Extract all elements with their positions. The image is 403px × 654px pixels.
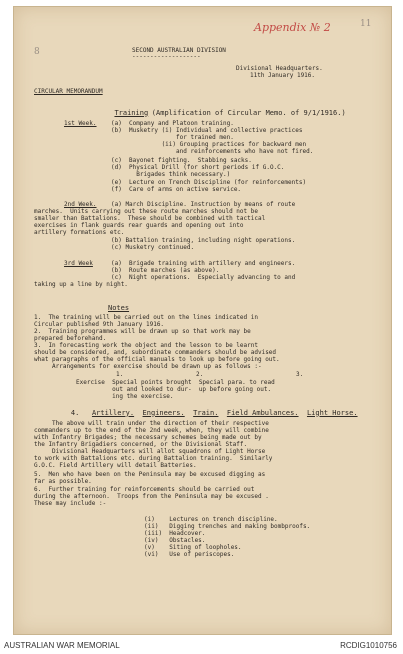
week1-line: Brigades think necessary.) (111, 171, 231, 178)
list-item: (v) Siting of loopholes. (144, 544, 242, 551)
notes-line: what paragraphs of the official manuals to look up before going out. (34, 356, 280, 363)
list-item: (iii) Headcover. (144, 530, 206, 537)
week3-label: 3rd Week (64, 260, 93, 267)
week2-item: (c) Musketry continued. (111, 244, 195, 251)
list-item: (ii) Digging trenches and making bombproofs. (144, 523, 311, 530)
appendix-annotation: Appendix № 2 (254, 21, 331, 34)
notes-line: 3. In forecasting work the object and the lesson to be learnt (34, 342, 258, 349)
item4-number: 4. (70, 408, 80, 417)
notes-line: Circular published 9th January 1916. (34, 321, 165, 328)
memo-title: CIRCULAR MEMORANDUM (34, 88, 103, 95)
para-line: These may include :- (34, 500, 107, 507)
week1-line: (e) Lecture on Trench Discipline (for reinforcements) (111, 179, 307, 186)
week1-line: (ii) Grouping practices for backward men (111, 141, 307, 148)
notes-line: 1. The training will be carried out on the lines indicated in (34, 314, 258, 321)
title-underline: ------------------- (132, 53, 201, 60)
week3-line: (c) Night operations. Especially advancing to and (111, 274, 296, 281)
headquarters: Divisional Headquarters. (236, 65, 323, 72)
training-subtitle: (Amplification of Circular Memo. of 9/1/1916.) (151, 108, 346, 117)
para-line: the Infantry Brigadiers concerned, or the Divisional Staff. (34, 441, 248, 448)
para-line: G.O.C. Field Artillery will detail Batteries. (34, 462, 197, 469)
week3-line: (a) Brigade training with artillery and engineers. (111, 260, 296, 267)
column-line: out and looked to dur- up before going out. (76, 386, 272, 393)
column-line: ing the exercise. (76, 393, 174, 400)
week2-label: 2nd Week. (64, 201, 97, 208)
list-item: (vi) Use of periscopes. (144, 551, 235, 558)
week2-item: (b) Battalion training, including night operations. (111, 237, 296, 244)
para-line: Divisional Headquarters will allot squadrons of Light Horse (34, 448, 266, 455)
item4-unit: Train. (193, 408, 219, 417)
column-number: 3. (296, 371, 304, 378)
item4-unit: Artillery. (91, 408, 135, 417)
week2-line: artillery formations etc. (34, 229, 125, 236)
list-item: (i) Lectures on trench discipline. (144, 516, 278, 523)
page-number-annotation: 11 (360, 19, 372, 29)
para-line: to work with Battalions etc. during Battalion training. Similarly (34, 455, 273, 462)
para-line: 6. Further training for reinforcements should be carried out (34, 486, 255, 493)
archive-footer (0, 639, 403, 654)
week1-line: (d) Physical Drill (for short periods if G.O.C. (111, 164, 285, 171)
column-number: 1. (116, 371, 124, 378)
para-line: during the afternoon. Troops from the Peninsula may be excused . (34, 493, 269, 500)
week2-line: smaller than Battalions. These should be combined with tactical (34, 215, 266, 222)
column-number: 2. (196, 371, 204, 378)
para-line: 5. Men who have been on the Peninsula may be excused digging as (34, 471, 266, 478)
notes-line: prepared beforehand. (34, 335, 107, 342)
notes-line: Arrangements for exercise should be drawn up as follows :- (34, 363, 262, 370)
para-line: with Infantry Brigades; the necessary schemes being made out by (34, 434, 262, 441)
notes-line: 2. Training programmes will be drawn up so that work may be (34, 328, 251, 335)
para-line: commanders up to the end of the 2nd week, when, they will combine (34, 427, 269, 434)
item4-unit: Engineers. (142, 408, 185, 417)
notes-heading: Notes (108, 304, 130, 312)
margin-mark: 8 (34, 47, 40, 57)
list-item: (iv) Obstacles. (144, 537, 206, 544)
week1-line: (c) Bayonet fighting. Stabbing sacks. (111, 157, 252, 164)
week2-lead: (a) March Discipline. Instruction by means of route (111, 201, 296, 208)
week1-line: (b) Musketry (i) Individual and collective practices (111, 127, 303, 134)
column-line: Exercise Special points brought Special para. to read (76, 379, 275, 386)
item4-unit: Light Horse. (306, 408, 358, 417)
date: 11th January 1916. (250, 72, 316, 79)
para-line: far as possible. (34, 478, 92, 485)
document-page (13, 6, 392, 635)
week1-line: for trained men. (111, 134, 234, 141)
week1-line: (f) Care of arms on active service. (111, 186, 242, 193)
training-heading: Training (114, 108, 149, 117)
week1-line: and reinforcements who have not fired. (111, 148, 314, 155)
notes-line: should be considered, and, subordinate commanders should be advised (34, 349, 277, 356)
item4-unit: Field Ambulances. (226, 408, 299, 417)
week2-line: marches. Units carrying out these route marches should not be (34, 208, 258, 215)
week1-label: 1st Week. (64, 120, 97, 127)
week1-line: (a) Company and Platoon training. (111, 120, 234, 127)
division-title: SECOND AUSTRALIAN DIVISION (132, 47, 226, 54)
para-line: The above will train under the direction of their respective (34, 420, 269, 427)
week3-line: (b) Route marches (as above). (111, 267, 220, 274)
week3-cont: taking up a line by night. (34, 281, 128, 288)
week2-line: exercises in flank guards rear guards and opening out into (34, 222, 244, 229)
archive-name: AUSTRALIAN WAR MEMORIAL (4, 641, 120, 650)
archive-id: RCDIG1010756 (340, 641, 397, 650)
